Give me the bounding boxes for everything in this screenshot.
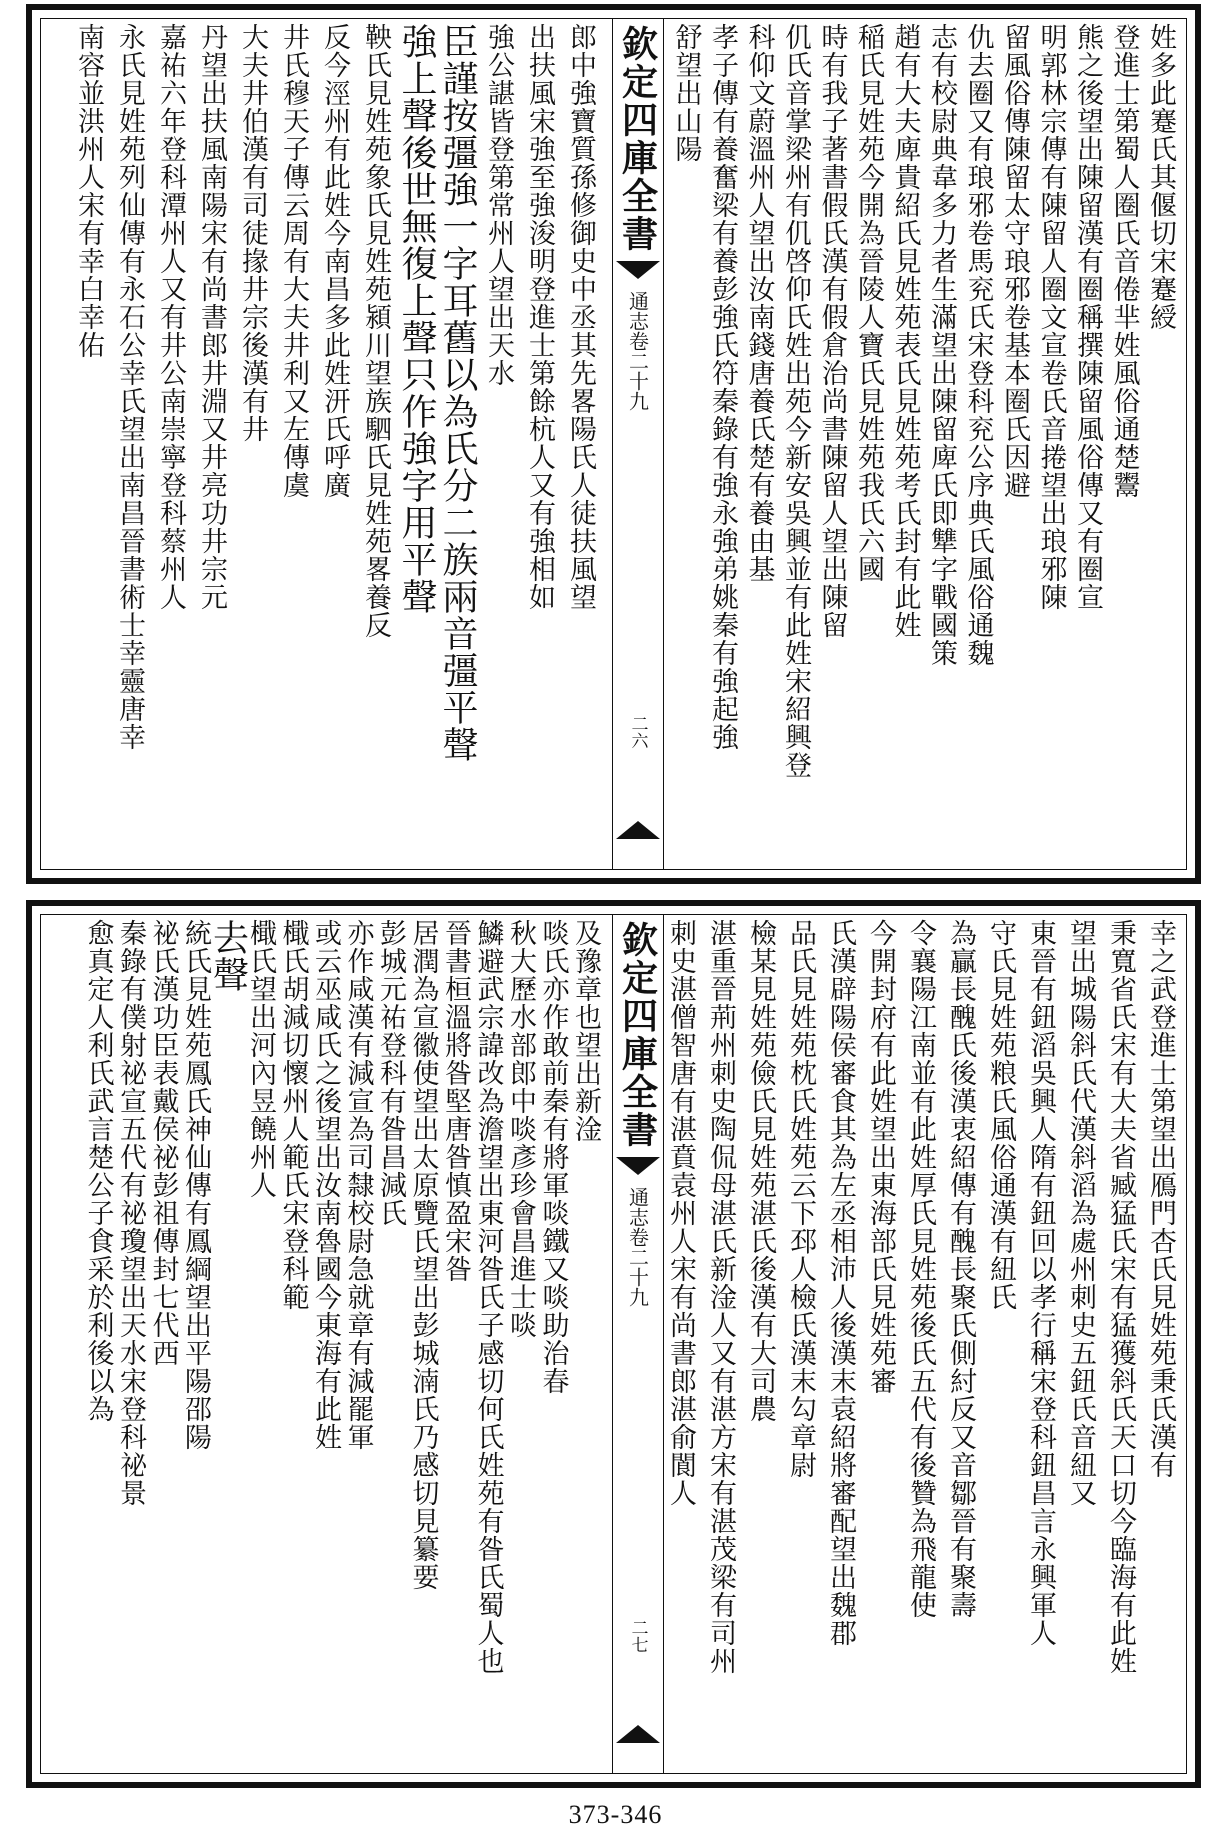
text-column: 秉寬省氏宋有大夫省臧猛氏宋有猛獲斜氏天口切今臨海有此姓 xyxy=(1105,919,1136,1675)
text-column: 反今涇州有此姓今南昌多此姓汧氏呼廣 xyxy=(319,23,350,499)
text-column: 檢某見姓苑儉氏見姓苑湛氏後漢有大司農 xyxy=(745,919,776,1423)
text-column: 出扶風宋強至強浚明登進士第餘杭人又有強相如 xyxy=(524,23,555,611)
text-column: 時有我子著書假氏漢有假倉治尚書陳留人望出陳留 xyxy=(816,23,848,639)
text-column: 南容並洪州人宋有幸白幸佑 xyxy=(73,23,104,359)
text-column: 強公諶皆登第常州人望出天水 xyxy=(483,23,514,387)
text-column: 去聲 xyxy=(207,919,249,993)
text-column: 令襄陽江南並有此姓厚氏見姓苑後氏五代有後贊為飛龍使 xyxy=(905,919,936,1619)
text-column: 舒望出山陽 xyxy=(670,23,702,163)
text-column: 明郭林宗傳有陳留人圈文宣卷氏音捲望出琅邪陳 xyxy=(1035,23,1067,611)
text-column: 臣謹按彊強一字耳舊以為氏分二族兩音彊平聲 xyxy=(437,23,478,763)
lower-banner-volume: 通志卷二十九 xyxy=(625,1187,650,1307)
upper-banner-title: 欽定四庫全書 xyxy=(616,25,659,253)
text-column: 及豫章也望出新淦 xyxy=(570,919,601,1143)
text-column: 鱗避武宗諱改為澹望出東河昝氏子感切何氏姓苑有昝氏蜀人也 xyxy=(472,919,504,1675)
text-column: 刺史湛僧智唐有湛賁袁州人宋有尚書郎湛俞閬人 xyxy=(665,919,696,1507)
text-column: 孝子傳有養奮梁有養彭強氏符秦錄有強永強弟姚秦有強起強 xyxy=(707,23,738,751)
text-column: 晉書桓溫將昝堅唐昝慎盈宋昝 xyxy=(440,919,471,1283)
upper-banner-folio: 二六 xyxy=(627,715,648,749)
lower-banner-folio: 二七 xyxy=(627,1619,648,1653)
text-column: 秋大歷水部郎中啖彥珍會昌進士啖 xyxy=(505,919,536,1339)
text-column: 留風俗傳陳留太守琅邪卷基本圈氏因避 xyxy=(999,23,1030,499)
text-column: 今開封府有此姓望出東海部氏見姓苑審 xyxy=(865,919,896,1395)
text-column: 檝氏胡減切懷州人範氏宋登科範 xyxy=(277,919,309,1311)
text-column: 仇去圈又有琅邪卷馬兖氏宋登科兖公序典氏風俗通魏 xyxy=(962,23,994,667)
text-column: 姓多此蹇氏其偃切宋蹇綬 xyxy=(1145,23,1176,331)
text-column: 啖氏亦作敢前秦有將軍啖鐵又啖助治春 xyxy=(537,919,569,1395)
text-column: 大夫井伯漢有司徒掾井宗後漢有井 xyxy=(237,23,268,443)
text-column: 為贏長醜氏後漢衷紹傳有醜長聚氏側紂反又音鄒晉有聚壽 xyxy=(945,919,976,1619)
text-column: 氏漢辟陽侯審食其為左丞相沛人後漢末袁紹將審配望出魏郡 xyxy=(825,919,856,1647)
text-column: 守氏見姓苑粮氏風俗通漢有紐氏 xyxy=(985,919,1016,1311)
text-column: 秦錄有僕射祕宣五代有祕瓊望出天水宋登科祕景 xyxy=(115,919,146,1507)
text-column: 統氏見姓苑鳳氏神仙傳有鳳綱望出平陽邵陽 xyxy=(180,919,211,1451)
text-column: 鞅氏見姓苑象氏見姓苑潁川望族駟氏見姓苑畧養反 xyxy=(360,23,391,639)
text-column: 井氏穆天子傳云周有大夫井利又左傳虞 xyxy=(278,23,309,499)
upper-center-banner xyxy=(612,19,664,869)
text-column: 稲氏見姓苑今開為晉陵人寶氏見姓苑我氏六國 xyxy=(853,23,884,583)
text-column: 東晉有鈕滔吳興人隋有鈕回以孝行稱宋登科鈕昌言永興軍人 xyxy=(1025,919,1056,1647)
text-column: 仉氏音掌梁州有仉啓仰氏姓出苑今新安吳興並有此姓宋紹興登 xyxy=(780,23,811,779)
text-column: 趙有大夫庳貴紹氏見姓苑表氏見姓苑考氏封有此姓 xyxy=(889,23,921,639)
text-column: 強上聲後世無復上聲只作強字用平聲 xyxy=(396,23,437,615)
text-column: 志有校尉典韋多力者生滿望出陳留庳氏即犨字戰國策 xyxy=(926,23,957,667)
text-column: 科仰文蔚溫州人望出汝南錢唐養氏楚有養由基 xyxy=(743,23,775,583)
text-column: 嘉祐六年登科潭州人又有井公南崇寧登科蔡州人 xyxy=(155,23,186,611)
text-column: 湛重晉荊州刺史陶侃母湛氏新淦人又有湛方宋有湛茂梁有司州 xyxy=(705,919,736,1675)
text-column: 永氏見姓苑列仙傳有永石公幸氏望出南昌晉書術士幸靈唐幸 xyxy=(114,23,145,751)
fish-tail-icon xyxy=(616,1725,660,1743)
lower-banner-title: 欽定四庫全書 xyxy=(616,921,659,1149)
text-column: 或云巫咸氏之後望出汝南魯國今東海有此姓 xyxy=(310,919,341,1451)
text-column: 愈真定人利氏武言楚公子食采於利後以為 xyxy=(82,919,114,1423)
text-column: 祕氏漢功臣表戴侯祕彭祖傳封七代西 xyxy=(147,919,179,1367)
text-column: 丹望出扶風南陽宋有尚書郎井淵又井亮功井宗元 xyxy=(196,23,227,611)
text-column: 居潤為宣徽使望出太原覽氏望出彭城湳氏乃感切見纂要 xyxy=(407,919,439,1591)
lower-center-banner xyxy=(612,915,664,1773)
text-column: 郎中強寶質孫修御史中丞其先畧陽氏人徒扶風望 xyxy=(565,23,596,611)
text-column: 亦作咸漢有減宣為司隸校尉急就章有減罷軍 xyxy=(342,919,374,1451)
fish-tail-icon xyxy=(616,1157,660,1175)
lower-page xyxy=(26,900,1201,1788)
page-number-footer: 373-346 xyxy=(568,1800,663,1829)
text-column: 彭城元祐登科有昝昌減氏 xyxy=(375,919,406,1227)
fish-tail-icon xyxy=(616,261,660,279)
text-column: 品氏見姓苑枕氏姓苑云下邳人檢氏漢末勾章尉 xyxy=(785,919,816,1479)
upper-page-frame xyxy=(40,18,1187,870)
text-column: 檝氏望出河內昱饒州人 xyxy=(245,919,276,1199)
text-column: 幸之武登進士第望出鴈門杏氏見姓苑秉氏漢有 xyxy=(1145,919,1176,1479)
fish-tail-icon xyxy=(616,821,660,839)
text-column: 熊之後望出陳留漢有圈稱撰陳留風俗傳又有圈宣 xyxy=(1072,23,1103,611)
lower-page-frame xyxy=(40,914,1187,1774)
text-column: 登進士第蜀人圈氏音倦芈姓風俗通楚鬻 xyxy=(1108,23,1140,499)
upper-banner-volume: 通志卷二十九 xyxy=(625,291,650,411)
text-column: 望出城陽斜氏代漢斜滔為處州刺史五鈕氏音紐又 xyxy=(1065,919,1096,1507)
upper-page xyxy=(26,4,1201,884)
